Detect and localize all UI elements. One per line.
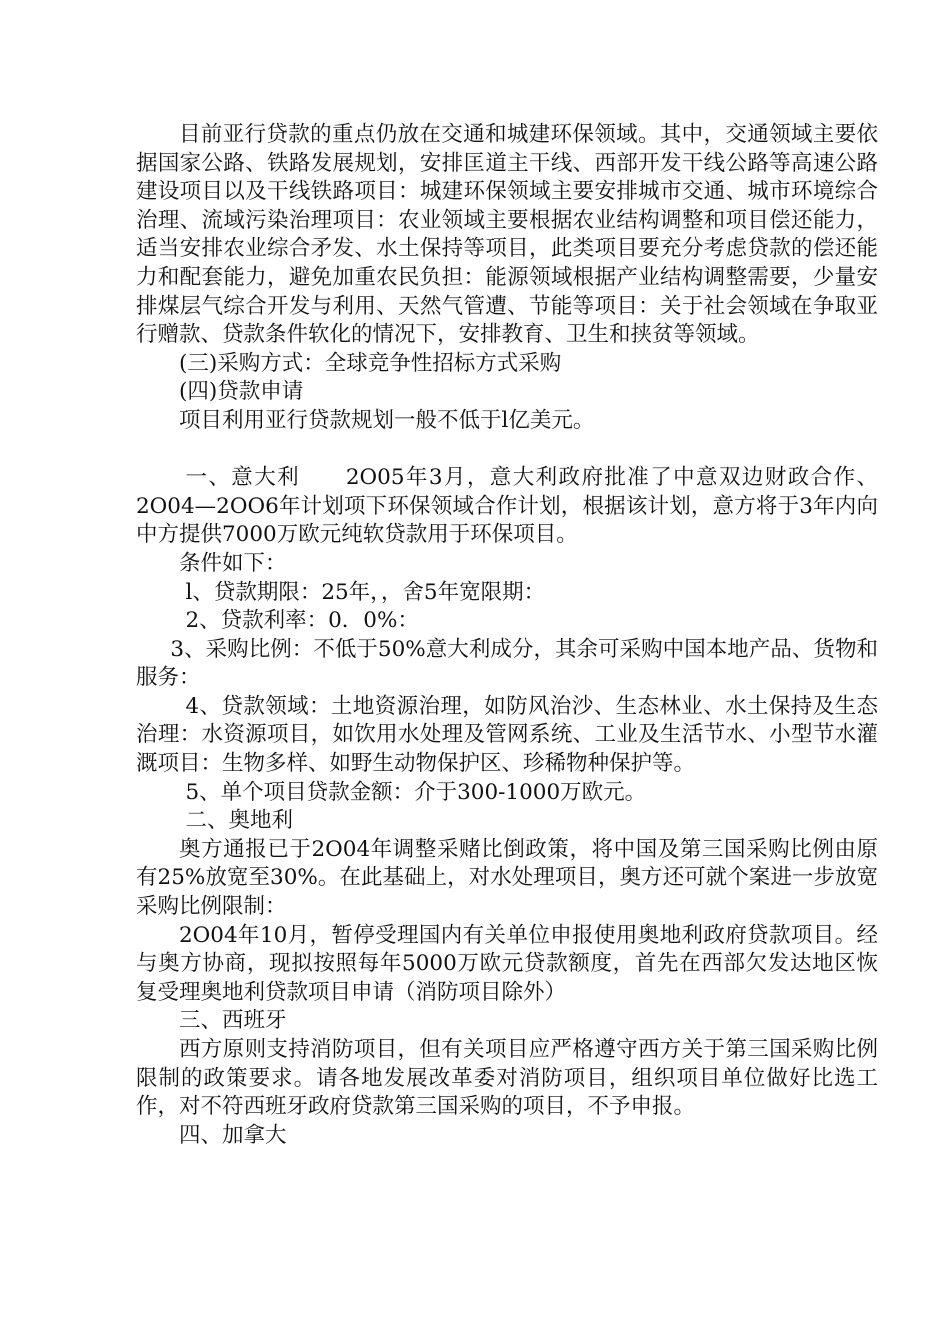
section-heading-austria: 二、奥地利 [185, 808, 293, 834]
list-item-loan-fields: 4、贷款领域：土地资源治理，如防风治沙、生态林业、水土保持及生态治理：水资源项目，如饮用水处理及管网系统、工业及生活节水、小型节水灌溉项目：生物多样、如野生动物保护区、珍稀物种保护等。 [136, 693, 878, 777]
section-heading-spain: 三、西班牙 [179, 1008, 287, 1034]
section-heading-canada: 四、加拿大 [179, 1122, 287, 1148]
paragraph-loan-application-heading: (四)贷款申请 [179, 379, 304, 405]
paragraph-italy: 一、意大利 2O05年3月，意大利政府批准了中意双边财政合作、2O04—2OO6年计划项下环保领域合作计划，根据该计划，意方将于3年内向中方提供7000万欧元纯软贷款用于环保项目。 [136, 465, 878, 548]
list-item-loan-term: l、贷款期限：25年，，舍5年宽限期： [185, 579, 546, 605]
blank-line [136, 436, 878, 465]
list-item-procurement-ratio: 3、采购比例：不低于50%意大利成分，其余可采购中国本地产品、货物和服务： [136, 636, 878, 691]
paragraph-adb-priority-sectors: 目前亚行贷款的重点仍放在交通和城建环保领域。其中，交通领域主要依据国家公路、铁路发展规划，安排匡道主干线、西部开发干线公路等高速公路建设项目以及干线铁路项目：城建环保领域主要安排城市交通、城市环境综合治理、流域污染治理项目：农业领域主要根据农业结构调整和项目偿还能力，适当安排农业综合矛发、水土保持等项目，此类项目要充分考虑贷款的偿还能力和配套能力，避免加重农民负担：能源领域根据产业结构调整需要，少量安排煤层气综合开发与利用、天然气管遭、节能等项目：关于社会领域在争取亚行赠款、贷款条件软化的情况下，安排教育、卫生和挟贫等领域。 [136, 122, 878, 348]
paragraph-spain-policy: 西方原则支持消防项目，但有关项目应严格遵守西方关于第三国采购比例限制的政策要求。请各地发展改革委对消防项目，组织项目单位做好比选工作，对不符西班牙政府贷款第三国采购的项目，不予申报。 [136, 1037, 878, 1120]
paragraph-loan-minimum: 项目利用亚行贷款规划一般不低于l亿美元。 [179, 407, 595, 433]
paragraph-conditions-heading: 条件如下： [179, 550, 287, 576]
paragraph-procurement-method: (三)采购方式：全球竞争性招标方式采购 [179, 350, 562, 376]
paragraph-austria-2004: 2O04年10月，暂停受理国内有关单位申报使用奥地利政府贷款项目。经与奥方协商，现拟按照每年5000万欧元贷款额度，首先在西部欠发达地区恢复受理奥地利贷款项目申请（消防项目除外） [136, 922, 878, 1005]
list-item-interest-rate: 2、贷款利率：0．0%： [185, 608, 419, 634]
paragraph-austria-policy: 奥方通报已于2O04年调整采赌比倒政策，将中国及第三国采购比例由原有25%放宽至30%。在此基础上，对水处理项目，奥方还可就个案进一步放宽采购比例限制： [136, 836, 878, 920]
document-body [136, 121, 878, 1150]
list-item-loan-amount: 5、单个项目贷款金额：介于300-1000万欧元。 [185, 779, 647, 805]
